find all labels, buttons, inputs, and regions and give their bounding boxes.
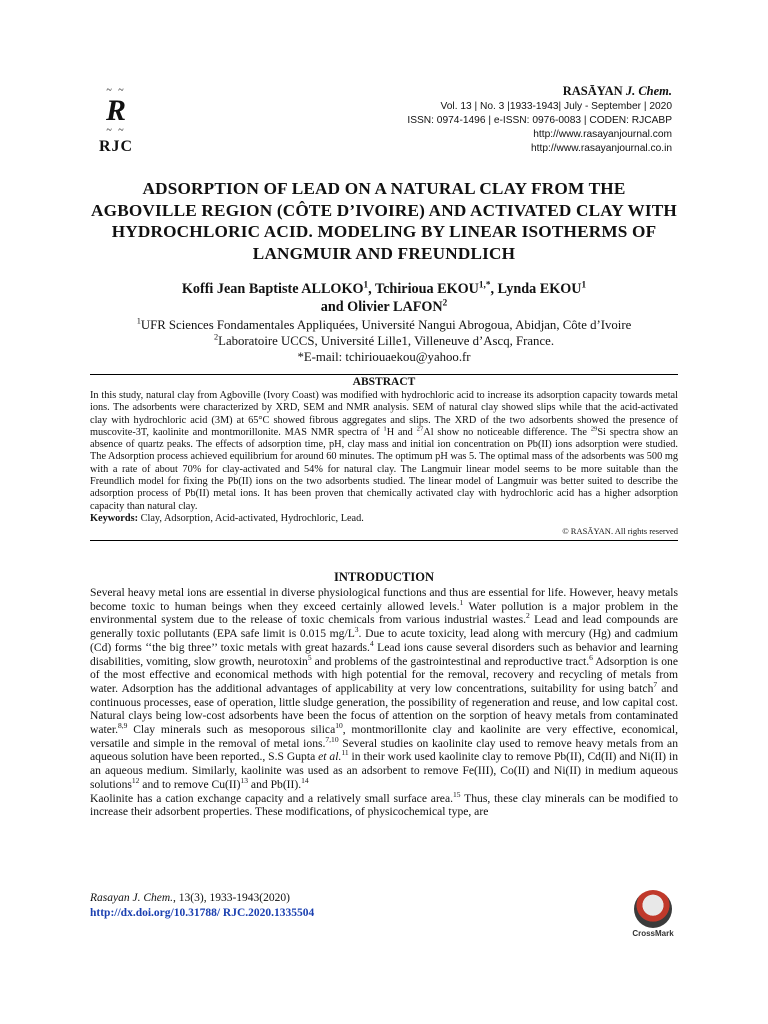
affiliation-2 (90, 333, 678, 349)
journal-info (407, 84, 672, 156)
author-3-sup: 1 (581, 279, 587, 290)
ref-sup: 7 (653, 680, 658, 690)
intro-paragraph-2 (90, 709, 678, 791)
author-4: and Olivier LAFON (320, 299, 443, 315)
ref-sup: 3 (354, 625, 359, 635)
intro-text: , montmorillonite clay and kaolinite are very effective, economical, versatile and simple in the removal of metal ions. (90, 723, 678, 750)
crossmark-badge[interactable] (628, 890, 678, 938)
abstract-section (90, 374, 678, 541)
logo-ornament-top: ~ ~ (106, 85, 126, 96)
affiliation-2-text: Laboratoire UCCS, Université Lille1, Villeneuve d’Ascq, France. (218, 334, 555, 348)
et-al: et al. (318, 750, 342, 764)
affiliation-1 (90, 317, 678, 333)
journal-name (407, 84, 672, 98)
intro-text: Kaolinite has a cation exchange capacity and a relatively small surface area. (90, 791, 454, 805)
author-1: Koffi Jean Baptiste ALLOKO (181, 281, 364, 297)
intro-paragraph-3 (90, 789, 678, 819)
journal-name-suffix: J. Chem. (625, 84, 672, 98)
citation (90, 891, 314, 906)
introduction-body (90, 586, 678, 819)
sup-h: 1 (383, 425, 387, 433)
affiliation-2-sup: 2 (213, 332, 219, 342)
abstract-part-3: Al show no noticeable difference. The (423, 426, 591, 438)
author-2-star: * (485, 279, 491, 290)
sup-si: 29 (590, 425, 598, 433)
intro-text: Several heavy metal ions are essential in diverse physiological functions and thus are essential for life. However, heavy metals become toxic to human beings when they exceed certainly allowed levels. (90, 586, 678, 613)
intro-text: and problems of the gastrointestinal and reproductive tract. (311, 654, 590, 668)
journal-url-2[interactable]: http://www.rasayanjournal.co.in (531, 143, 672, 154)
logo-ornament-bottom: ~ ~ (106, 125, 126, 136)
author-1-sup: 1 (363, 279, 369, 290)
keywords-list: Clay, Adsorption, Acid-activated, Hydrochloric, Lead. (138, 512, 364, 524)
keywords (90, 513, 678, 525)
author-2: , Tchirioua EKOU (368, 281, 479, 297)
logo-text: RJC (98, 138, 134, 155)
ref-sup: 4 (369, 638, 374, 648)
intro-text: Clay minerals such as mesoporous silica (127, 723, 336, 737)
ref-sup: 7,10 (325, 734, 339, 744)
introduction-heading: INTRODUCTION (333, 570, 434, 584)
journal-url-1[interactable]: http://www.rasayanjournal.com (533, 129, 672, 140)
author-3: , Lynda EKOU (490, 281, 582, 297)
ref-sup: 14 (301, 775, 309, 785)
intro-text: and to remove Cu(II) (139, 777, 241, 791)
keywords-label: Keywords: (90, 512, 139, 524)
intro-text: Lead ions cause several disorders such as behavior and learning disabilities, vomiting, slow growth, neurotoxin (90, 640, 678, 668)
intro-text: . Due to acute toxicity, lead along with mercury (Hg) and cadmium (Cd) forms ‘‘the big three’’ toxic metals with great hazards. (90, 627, 678, 654)
citation-journal: Rasayan J. Chem. (90, 892, 174, 904)
paper-title: ADSORPTION OF LEAD ON A NATURAL CLAY FROM THE AGBOVILLE REGION (CÔTE D’IVOIRE) AND ACTIVATED CLAY WITH HYDROCHLORIC ACID. MODELING BY LINEAR ISOTHERMS OF LANGMUIR AND FREUNDLICH (91, 179, 677, 263)
logo-mark: R (105, 94, 126, 127)
affiliation-1-text: UFR Sciences Fondamentales Appliquées, Université Nangui Abrogoua, Abidjan, Côte d’Ivoire (140, 318, 632, 332)
issn-line: ISSN: 0974-1496 | e-ISSN: 0976-0083 | CODEN: RJCABP (407, 115, 672, 126)
ref-sup: 1 (459, 597, 464, 607)
intro-text: and continuous processes, ease of operation, little sludge generation, the possibility of regeneration and reuse, and low capital cost. (90, 681, 678, 709)
abstract-text (90, 390, 678, 513)
journal-name-main: RASĀYAN (562, 84, 623, 98)
doi-link[interactable]: http://dx.doi.org/10.31788/ RJC.2020.1335504 (90, 907, 315, 919)
copyright: © RASĀYAN. All rights reserved (562, 526, 678, 537)
affiliations (90, 317, 678, 365)
intro-text: Water pollution is a major problem in the environmental system due to the release of toxic chemicals from various industrial wastes. (90, 599, 678, 627)
ref-sup: 6 (589, 652, 593, 662)
intro-text: Lead and lead compounds are generally toxic pollutants (EPA safe limit is 0.015 mg/L (90, 613, 678, 641)
crossmark-icon (634, 890, 672, 928)
journal-logo (90, 86, 142, 156)
abstract-part-4: Si spectra show an absence of quartz peaks. The effects of adsorption time, pH, clay mass and initial ion concentration on Pb(II) ions adsorption were studied. The Adsorption process achieved equilibrium for around 60 minutes. The optimum pH was 5. The optimal mass of the adsorbents was 500 mg with a rate of about 70% for clay-activated and 54% for natural clay. The Langmuir linear model seems to be more suitable than the Freundlich model for fixing the Pb(II) ions on the two adsorbents studied. The linear model of Langmuir was better suited to describe the adsorption process of Pb(II) metal ions. It has been proven that chemically activated clay with hydrochloric acid has a higher adsorption capacity than natural clay. (90, 426, 679, 512)
abstract-part-1: In this study, natural clay from Agboville (Ivory Coast) was modified with hydrochloric acid to increase its adsorption capacity towards metal ions. The adsorbents were characterized by XRD, SEM and NMR analysis. SEM of natural clay showed slips while that the acid-activated clay with hydrochloric acid (3M) at 65°C showed fibrous aggregates and slips. The XRD of the two adsorbents showed the presence of muscovite-3T, kaolinite and montmorillonite. MAS NMR spectra of (90, 390, 678, 438)
sup-al: 27 (416, 425, 424, 433)
intro-text: Several studies on kaolinite clay used to remove heavy metals from an aqueous solution have been reported., S.S Gupta (90, 736, 678, 764)
citation-details: , 13(3), 1933-1943(2020) (173, 892, 290, 904)
intro-text: Adsorption is one of the most effective and economical methods with high potential for the removal, recovery and recycling of metals from water. Adsorption has the additional advantages of applicability at very low concentrations, suitability for using batch (90, 654, 678, 695)
volume-line: Vol. 13 | No. 3 |1933-1943| July - September | 2020 (440, 101, 672, 112)
ref-sup: 8,9 (118, 721, 128, 731)
author-4-sup: 2 (442, 297, 448, 308)
author-2-sup (479, 279, 491, 289)
crossmark-label: CrossMark (632, 929, 674, 938)
affiliation-1-sup: 1 (136, 316, 141, 326)
ref-sup: 13 (240, 775, 249, 785)
abstract-part-2: H and (386, 426, 417, 438)
intro-text: Natural clays being low-cost adsorbents have been the focus of attention on the sorption of heavy metals from contaminated water. (90, 709, 678, 737)
ref-sup: 2 (526, 611, 530, 621)
corresponding-email[interactable]: *E-mail: tchiriouaekou@yahoo.fr (297, 350, 471, 364)
ref-sup: 12 (131, 775, 140, 785)
ref-sup: 10 (335, 721, 343, 731)
abstract-heading: ABSTRACT (352, 376, 416, 388)
author-2-sup-num: 1, (478, 279, 486, 290)
ref-sup: 11 (341, 748, 349, 758)
intro-text: in their work used kaolinite clay to remove Pb(II), Cd(II) and Ni(II) in an aqueous medium. Similarly, kaolinite was used as an adsorbent to remove Fe(III), Co(II) and Ni(II) in medium aqueous solutions (90, 750, 678, 791)
citation-footer (90, 891, 314, 921)
intro-text: and Pb(II). (248, 777, 302, 791)
ref-sup: 15 (453, 789, 461, 799)
intro-text: Thus, these clay minerals can be modified to increase their adsorbent properties. These modifications, of physicochemical type, are (90, 791, 678, 819)
author-list (90, 280, 678, 316)
intro-paragraph-1 (90, 586, 678, 709)
ref-sup: 5 (307, 652, 312, 662)
